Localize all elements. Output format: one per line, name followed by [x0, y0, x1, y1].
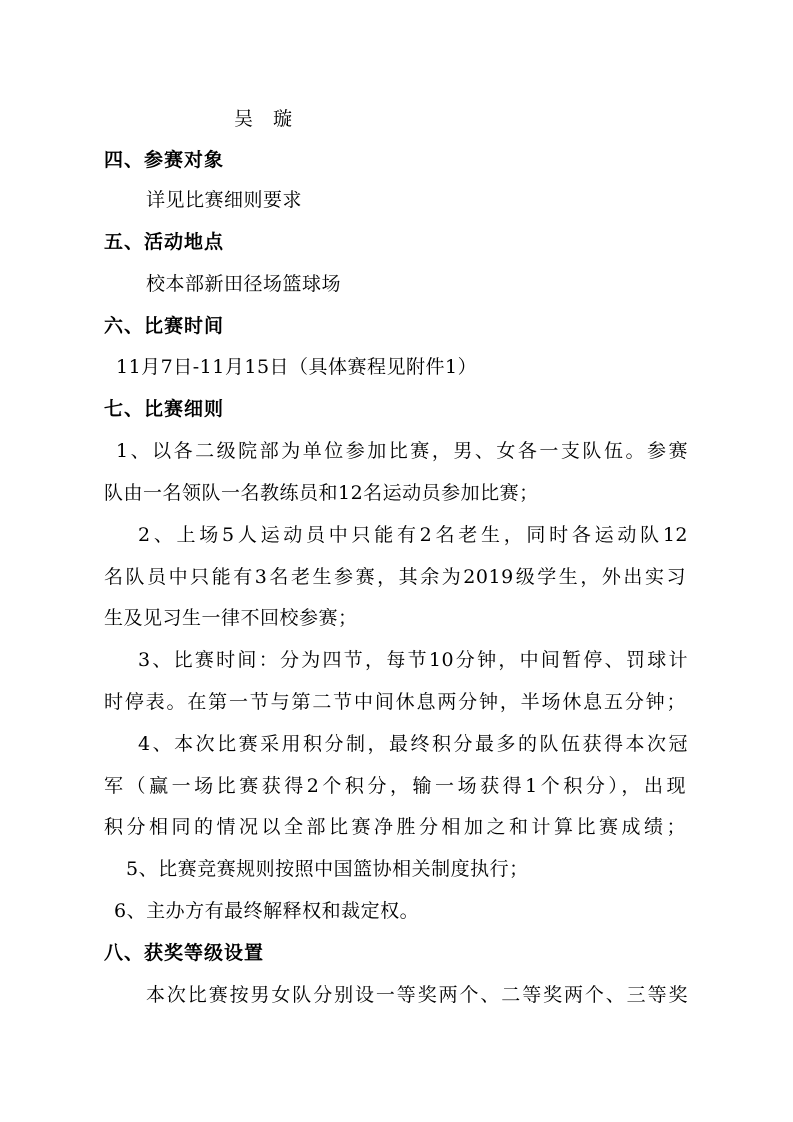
- rule-2-line-2: 名队员中只能有3名老生参赛，其余为2019级学生，外出实习: [104, 566, 686, 588]
- section-heading-time: 六、比赛时间: [104, 315, 225, 337]
- rule-3-line-2: 时停表。在第一节与第二节中间休息两分钟，半场休息五分钟；: [104, 691, 686, 713]
- section-heading-rules: 七、比赛细则: [104, 398, 225, 420]
- rule-3-line-1: 3、比赛时间：分为四节，每节10分钟，中间暂停、罚球计: [138, 649, 688, 671]
- section-heading-participants: 四、参赛对象: [104, 149, 225, 171]
- rule-4-line-1: 4、本次比赛采用积分制，最终积分最多的队伍获得本次冠: [138, 733, 688, 755]
- rule-1-line-2: 队由一名领队一名教练员和12名运动员参加比赛；: [104, 482, 539, 504]
- rule-2-line-1: 2、上场5人运动员中只能有2名老生，同时各运动队12: [138, 524, 688, 546]
- rule-4-line-3: 积分相同的情况以全部比赛净胜分相加之和计算比赛成绩；: [104, 816, 686, 838]
- rule-5: 5、比赛竞赛规则按照中国篮协相关制度执行；: [126, 858, 529, 880]
- paragraph-awards: 本次比赛按男女队分别设一等奖两个、二等奖两个、三等奖: [146, 984, 688, 1006]
- rule-6: 6、主办方有最终解释权和裁定权。: [114, 900, 420, 922]
- paragraph-participants: 详见比赛细则要求: [146, 189, 303, 211]
- paragraph-venue: 校本部新田径场篮球场: [146, 273, 342, 295]
- section-heading-awards: 八、获奖等级设置: [104, 942, 265, 964]
- rule-1-line-1: 1、以各二级院部为单位参加比赛，男、女各一支队伍。参赛: [116, 440, 688, 462]
- section-heading-venue: 五、活动地点: [104, 231, 225, 253]
- rule-4-line-2: 军（赢一场比赛获得2个积分，输一场获得1个积分），出现: [104, 775, 686, 797]
- contact-name: 吴 璇: [234, 108, 293, 130]
- paragraph-time: 11月7日-11月15日（具体赛程见附件1）: [116, 356, 478, 378]
- rule-2-line-3: 生及见习生一律不回校参赛；: [104, 607, 358, 629]
